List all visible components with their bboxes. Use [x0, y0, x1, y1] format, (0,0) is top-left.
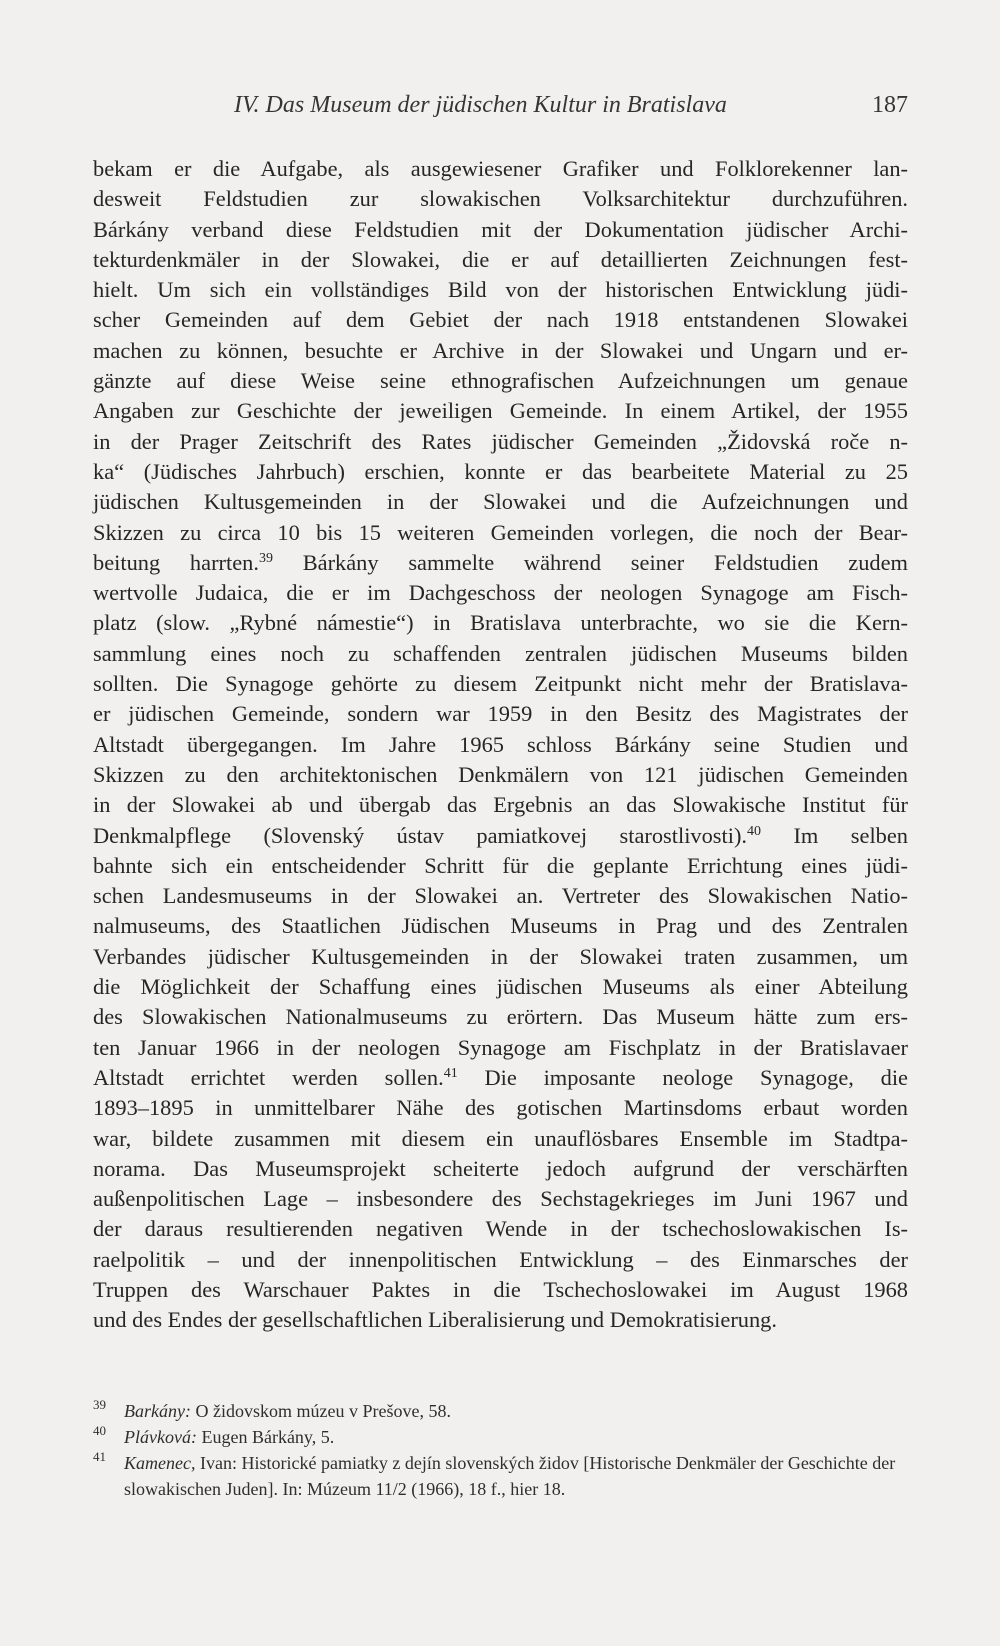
- text-line: Verbandes jüdischer Kultusgemeinden in der Slowakei traten zusammen, um: [93, 943, 908, 969]
- text-line: [93, 821, 908, 851]
- text-line: tekturdenkmäler in der Slowakei, die er auf detaillierten Zeichnungen fest-: [93, 246, 908, 272]
- text-segment: beitung harrten.: [93, 549, 259, 575]
- text-line: des Slowakischen Nationalmuseums zu erörtern. Das Museum hätte zum ers-: [93, 1004, 908, 1030]
- text-line: Truppen des Warschauer Paktes in die Tschechoslowakei im August 1968: [93, 1276, 908, 1302]
- text-line: [93, 548, 908, 578]
- text-line: sollten. Die Synagoge gehörte zu diesem Zeitpunkt nicht mehr der Bratislava-: [93, 671, 908, 697]
- text-line: desweit Feldstudien zur slowakischen Volksarchitektur durchzuführen.: [93, 186, 908, 212]
- text-line: hielt. Um sich ein vollständiges Bild von der historischen Entwicklung jüdi-: [93, 277, 908, 303]
- text-line: schen Landesmuseums in der Slowakei an. Vertreter des Slowakischen Natio-: [93, 883, 908, 909]
- text-segment: Bárkány sammelte während seiner Feldstudien zudem: [302, 549, 908, 575]
- text-line: [93, 1063, 908, 1093]
- footnote-number: 40: [93, 1423, 106, 1438]
- text-line: ten Januar 1966 in der neologen Synagoge am Fischplatz in der Bratislavaer: [93, 1034, 908, 1060]
- footnote-author: Barkány:: [124, 1401, 191, 1421]
- text-line: Bárkány verband diese Feldstudien mit der Dokumentation jüdischer Archi-: [93, 216, 908, 242]
- footnote-author: Kamenec,: [124, 1453, 196, 1473]
- footnote: [93, 1398, 908, 1424]
- text-line: Altstadt übergegangen. Im Jahre 1965 schloss Bárkány seine Studien und: [93, 731, 908, 757]
- text-line: und des Endes der gesellschaftlichen Liberalisierung und Demokratisierung.: [93, 1307, 777, 1333]
- body-text: [93, 154, 908, 1336]
- text-line: war, bildete zusammen mit diesem ein unauflösbares Ensemble im Stadtpa-: [93, 1125, 908, 1151]
- text-line: jüdischen Kultusgemeinden in der Slowakei und die Aufzeichnungen und: [93, 489, 908, 515]
- footnote-number: 39: [93, 1397, 106, 1412]
- text-line: bahnte sich ein entscheidender Schritt für die geplante Errichtung eines jüdi-: [93, 852, 908, 878]
- text-line: in der Slowakei ab und übergab das Ergebnis an das Slowakische Institut für: [93, 792, 908, 818]
- text-line: der daraus resultierenden negativen Wende in der tschechoslowakischen Is-: [93, 1216, 908, 1242]
- footnotes: [93, 1398, 908, 1502]
- text-line: 1893–1895 in unmittelbarer Nähe des gotischen Martinsdoms erbaut worden: [93, 1095, 908, 1121]
- text-line: gänzte auf diese Weise seine ethnografischen Aufzeichnungen um genaue: [93, 368, 908, 394]
- footnote-text: Eugen Bárkány, 5.: [196, 1427, 335, 1447]
- text-line: er jüdischen Gemeinde, sondern war 1959 in den Besitz des Magistrates der: [93, 701, 908, 727]
- text-line: platz (slow. „Rybné námestie“) in Bratislava unterbrachte, wo sie die Kern-: [93, 610, 908, 636]
- footnote-number: 41: [93, 1449, 106, 1464]
- text-line: wertvolle Judaica, die er im Dachgeschoss der neologen Synagoge am Fisch-: [93, 580, 908, 606]
- footnote: [93, 1450, 908, 1502]
- text-segment: Die imposante neologe Synagoge, die: [484, 1064, 908, 1090]
- text-line: Skizzen zu den architektonischen Denkmälern von 121 jüdischen Gemeinden: [93, 761, 908, 787]
- page-number: 187: [872, 92, 908, 118]
- text-segment: Im selben: [793, 822, 908, 848]
- footnote-ref: 41: [443, 1065, 458, 1081]
- footnote-text: Ivan: Historické pamiatky z dejín slovenských židov [Historische Denkmäler der Geschichte der slowakischen Juden]. In: Múzeum 11/2 (1966), 18 f., hier 18.: [124, 1453, 896, 1499]
- text-line: scher Gemeinden auf dem Gebiet der nach 1918 entstandenen Slowakei: [93, 307, 908, 333]
- text-line: außenpolitischen Lage – insbesondere des Sechstagekrieges im Juni 1967 und: [93, 1186, 908, 1212]
- footnote: [93, 1424, 908, 1450]
- footnote-text: O židovskom múzeu v Prešove, 58.: [190, 1401, 451, 1421]
- text-line: die Möglichkeit der Schaffung eines jüdischen Museums als einer Abteilung: [93, 974, 908, 1000]
- text-line: Skizzen zu circa 10 bis 15 weiteren Gemeinden vorlegen, die noch der Bear-: [93, 519, 908, 545]
- footnote-author: Plávková:: [124, 1427, 197, 1447]
- footnote-ref: 40: [747, 823, 762, 839]
- text-line: nalmuseums, des Staatlichen Jüdischen Museums in Prag und des Zentralen: [93, 913, 908, 939]
- page-header: [93, 92, 908, 132]
- text-line: raelpolitik – und der innenpolitischen Entwicklung – des Einmarsches der: [93, 1246, 908, 1272]
- text-segment: Denkmalpflege (Slovenský ústav pamiatkovej starostlivosti).: [93, 822, 748, 848]
- text-segment: Altstadt errichtet werden sollen.: [93, 1064, 444, 1090]
- text-line: norama. Das Museumsprojekt scheiterte jedoch aufgrund der verschärften: [93, 1155, 908, 1181]
- text-line: Angaben zur Geschichte der jeweiligen Gemeinde. In einem Artikel, der 1955: [93, 398, 908, 424]
- text-line: sammlung eines noch zu schaffenden zentralen jüdischen Museums bilden: [93, 640, 908, 666]
- text-line: machen zu können, besuchte er Archive in der Slowakei und Ungarn und er-: [93, 337, 908, 363]
- text-line: in der Prager Zeitschrift des Rates jüdischer Gemeinden „Židovská roče n-: [93, 428, 908, 454]
- text-line: ka“ (Jüdisches Jahrbuch) erschien, konnte er das bearbeitete Material zu 25: [93, 458, 908, 484]
- footnote-ref: 39: [258, 550, 273, 566]
- text-line: bekam er die Aufgabe, als ausgewiesener Grafiker und Folklorekenner lan-: [93, 156, 908, 181]
- running-title: IV. Das Museum der jüdischen Kultur in Bratislava: [234, 92, 727, 118]
